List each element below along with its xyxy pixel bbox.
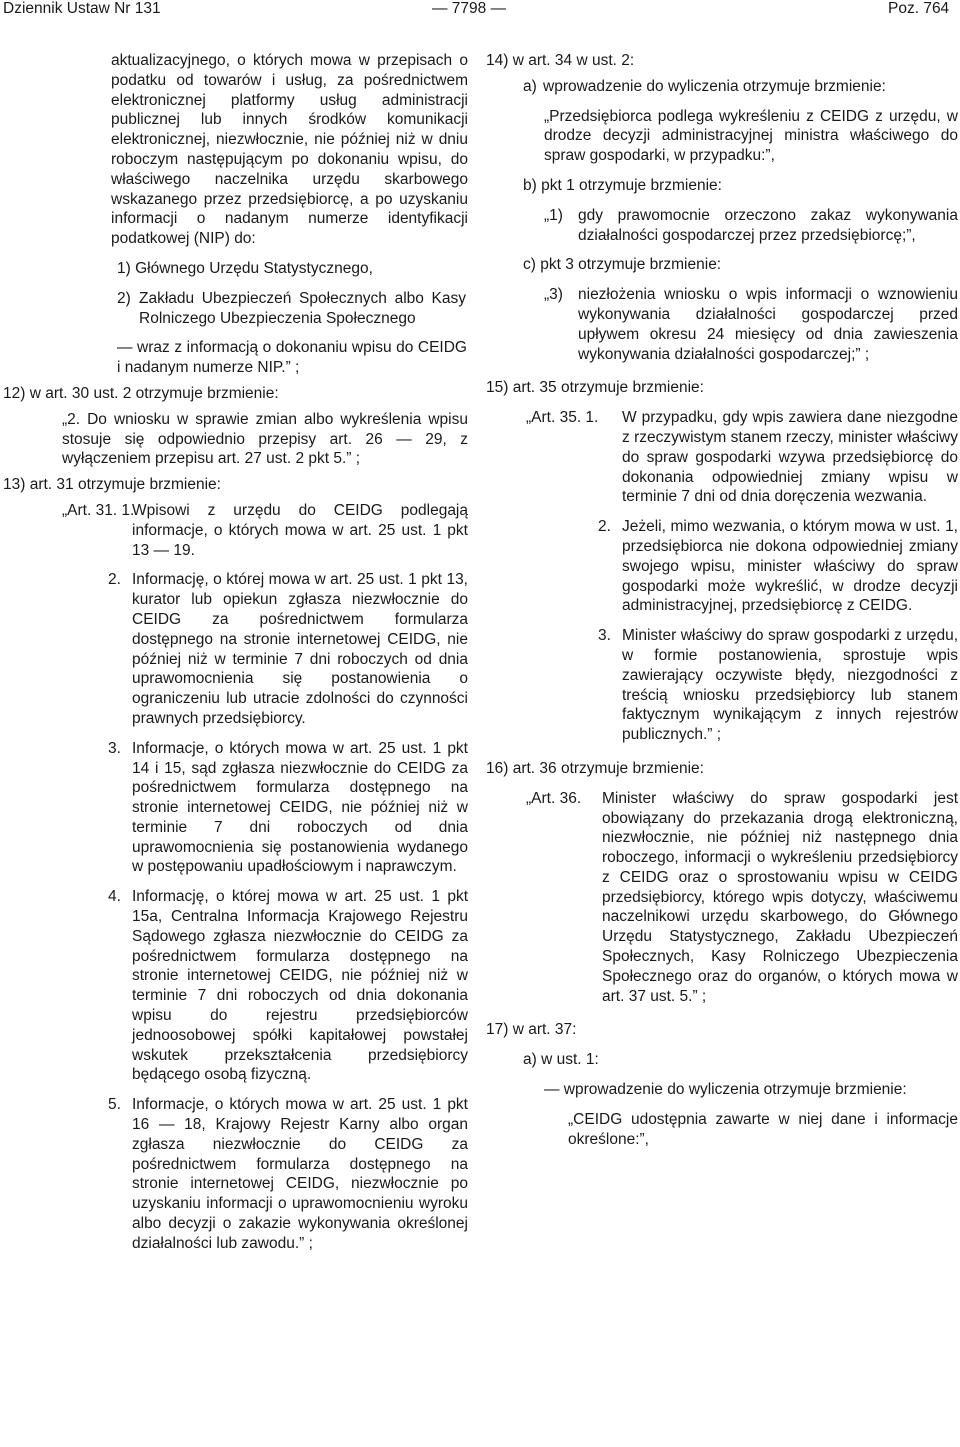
item-14-a-label: a) [523, 77, 537, 95]
art31-ust1 [62, 501, 472, 560]
list-item-2 [117, 289, 472, 329]
art35-ust1-text: W przypadku, gdy wpis zawiera dane niezgodne z rzeczywistym stanem rzeczy, minister właściwy do spraw gospodarki wzywa przedsiębiorcę do dokonania odpowiedniej zmiany wpisu w terminie 7 dni od dnia doręczenia wezwania. [622, 409, 958, 506]
art36-label: „Art. 36. [526, 789, 582, 807]
art31-ust3 [108, 739, 472, 878]
intro-paragraph: aktualizacyjnego, o których mowa w przepisach o podatku od towarów i usług, za pośrednictwem elektronicznej platformy usług administracji publicznej lub innych środków komunikacji elektronicznej, niezwłocznie, nie później niż w dniu roboczym następującym po dokonaniu wpisu, do właściwego naczelnika urzędu skarbowego wskazanego przez przedsiębiorcę, a po uzyskaniu informacji o nadanym numerze identyfikacji podatkowej (NIP) do: [111, 52, 468, 248]
art31-ust3-label: 3. [108, 739, 121, 757]
list-item-2-text: Zakładu Ubezpieczeń Społecznych albo Kasy Rolniczego Ubezpieczenia Społecznego [139, 289, 466, 327]
art35-ust1 [526, 408, 960, 507]
art31-ust5-text: Informacje, o których mowa w art. 25 ust. 1 pkt 16 — 18, Krajowy Rejestr Karny albo organ zgłasza niezwłocznie do CEIDG za pośrednictwem formularza dostępnego na stronie internetowej CEIDG, niezwłocznie po uzyskaniu informacji o uprawomocnieniu wyroku albo decyzji o zakazie wykonywania określonej działalności lub zawodu.” ; [132, 1096, 468, 1252]
art35-ust2 [598, 517, 960, 616]
art31-ust4-text: Informację, o której mowa w art. 25 ust. 1 pkt 15a, Centralna Informacja Krajowego Rejestru Sądowego zgłasza niezwłocznie do CEIDG za pośrednictwem formularza dostępnego na stronie internetowej CEIDG, nie później niż w terminie 7 dni roboczych od dnia dokonania wpisu do rejestru przedsiębiorców jednoosobowej spółki kapitałowej powstałej wskutek przekształcenia przedsiębiorcy będącego osobą fizyczną. [132, 888, 468, 1084]
item-14-c-label: „3) [544, 286, 563, 304]
art31-ust4 [108, 887, 472, 1085]
item-14-a [523, 77, 960, 97]
art35-ust2-label: 2. [598, 518, 611, 536]
left-column [0, 51, 472, 1254]
item-14-c: c) pkt 3 otrzymuje brzmienie: [523, 256, 722, 274]
item-14-b-label: „1) [544, 206, 563, 224]
art31-ust5-label: 5. [108, 1096, 121, 1114]
art35-ust2-text: Jeżeli, mimo wezwania, o którym mowa w ust. 1, przedsiębiorca nie dokona odpowiedniej zmiany swojego wpisu, minister właściwy do spraw gospodarki może wykreślić, w drodze decyzji administracyjnej, przedsiębiorcę z CEIDG. [622, 518, 958, 615]
item-17-a: a) w ust. 1: [523, 1051, 599, 1069]
page-header [0, 0, 960, 24]
art31-ust4-label: 4. [108, 888, 121, 906]
dash-paragraph: — wraz z informacją o dokonaniu wpisu do CEIDG i nadanym numerze NIP.” ; [117, 339, 467, 377]
art31-ust5 [108, 1095, 472, 1253]
art35-label: „Art. 35. 1. [526, 409, 599, 427]
art35-ust3 [598, 626, 960, 745]
item-17-heading: 17) w art. 37: [486, 1021, 577, 1039]
item-14-b: b) pkt 1 otrzymuje brzmienie: [523, 176, 722, 194]
art35-ust3-label: 3. [598, 627, 611, 645]
item-14-b-text: gdy prawomocnie orzeczono zakaz wykonywania działalności gospodarczej przez przedsiębiorcę;”, [578, 206, 958, 244]
art31-ust2-text: Informację, o której mowa w art. 25 ust. 1 pkt 13, kurator lub opiekun zgłasza niezwłocznie do CEIDG za pośrednictwem formularza dostępnego na stronie internetowej CEIDG, nie później niż w terminie 7 dni roboczych od dnia uprawomocnienia się postanowienia o ograniczeniu lub utracie zdolności do czynności prawnych przedsiębiorcy. [132, 571, 468, 727]
item-14-heading: 14) w art. 34 w ust. 2: [486, 52, 635, 69]
item-12-text: „2. Do wniosku w sprawie zmian albo wykreślenia wpisu stosuje się odpowiednio przepisy art. 26 — 29, z wyłączeniem przepisu art. 27 ust. 2 pkt 5.” ; [62, 410, 468, 468]
item-14-b-quote [544, 206, 960, 246]
item-13-heading: 13) art. 31 otrzymuje brzmienie: [3, 476, 221, 494]
item-15-heading: 15) art. 35 otrzymuje brzmienie: [486, 379, 704, 397]
art31-ust2-label: 2. [108, 571, 121, 589]
item-16-heading: 16) art. 36 otrzymuje brzmienie: [486, 759, 704, 777]
list-item-2-label: 2) [117, 289, 131, 307]
right-column [486, 51, 960, 1149]
item-14-a-quote: „Przedsiębiorca podlega wykreśleniu z CEIDG z urzędu, w drodze decyzji administracyjnej ministra właściwego do spraw gospodarki, w przypadku:”, [544, 107, 958, 165]
journal-title: Dziennik Ustaw Nr 131 [3, 0, 161, 17]
item-14-c-text: niezłożenia wniosku o wpis informacji o wznowieniu wykonywania działalności gospodarczej przed upływem okresu 24 miesięcy od dnia zawieszenia wykonywania działalności gospodarczej;” ; [578, 286, 958, 363]
art31-ust1-text: Wpisowi z urzędu do CEIDG podlegają informacje, o których mowa w art. 25 ust. 1 pkt 13 — 19. [132, 501, 468, 559]
item-14-c-quote [544, 285, 960, 364]
item-14-a-text: wprowadzenie do wyliczenia otrzymuje brzmienie: [543, 77, 886, 95]
item-12-heading: 12) w art. 30 ust. 2 otrzymuje brzmienie: [3, 384, 279, 402]
art31-ust2 [108, 570, 472, 728]
position-number: Poz. 764 [888, 0, 950, 17]
item-17-dash: — wprowadzenie do wyliczenia otrzymuje brzmienie: [544, 1081, 907, 1099]
list-item-1: 1) Głównego Urzędu Statystycznego, [117, 259, 373, 277]
art31-label: „Art. 31. 1. [62, 501, 135, 519]
art36 [526, 789, 960, 1007]
page-number: — 7798 — [432, 0, 507, 17]
art36-text: Minister właściwy do spraw gospodarki jest obowiązany do przekazania drogą elektroniczną, niezwłocznie, nie później niż następnego dnia roboczego, informacji o wykreśleniu przedsiębiorcy z CEIDG oraz o sprostowaniu wpisu w CEIDG przedsiębiorcy, którego wpis dotyczy, właściwemu naczelnikowi urzędu skarbowego, do Głównego Urzędu Statystycznego, Zakładu Ubezpieczeń Społecznych, Kasy Rolniczego Ubezpieczenia Społecznego oraz do organów, o których mowa w art. 37 ust. 5.” ; [602, 789, 958, 1005]
art35-ust3-text: Minister właściwy do spraw gospodarki z urzędu, w formie postanowienia, sprostuje wpis zawierający oczywiste błędy, niezgodności z treścią wniosku przedsiębiorcy lub stanem faktycznym wynikającym z innych rejestrów publicznych.” ; [622, 627, 958, 744]
item-17-quote: „CEIDG udostępnia zawarte w niej dane i informacje określone:”, [568, 1110, 958, 1148]
art31-ust3-text: Informacje, o których mowa w art. 25 ust. 1 pkt 14 i 15, sąd zgłasza niezwłocznie do CEIDG za pośrednictwem formularza dostępnego na stronie internetowej CEIDG, nie później niż w terminie 7 dni roboczych od dnia uprawomocnienia się postanowienia wydanego w postępowaniu upadłościowym i naprawczym. [132, 739, 468, 876]
